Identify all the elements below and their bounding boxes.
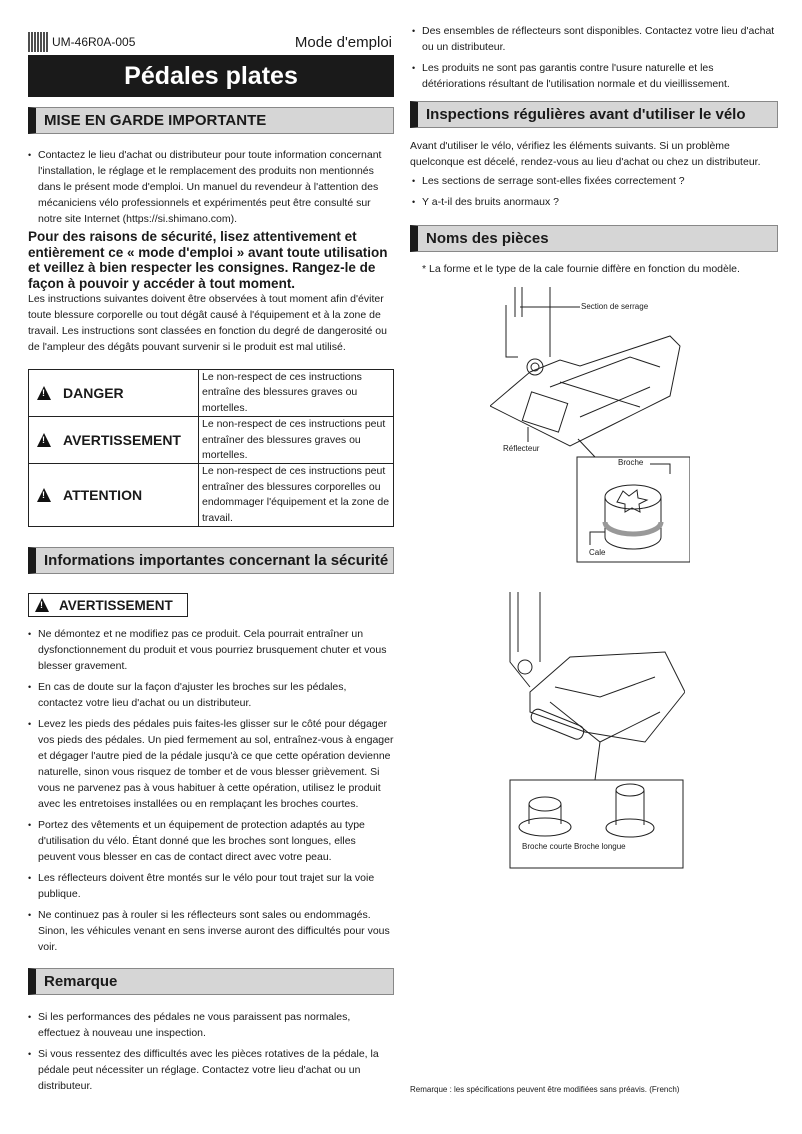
level-label: DANGER — [63, 385, 124, 402]
pedal-figure-pins — [410, 592, 778, 872]
remarque-list — [28, 1009, 394, 1099]
instructions-para: Les instructions suivantes doivent être observées à tout moment afin d'éviter toute blessure corporelle ou tout dégât causé à l'équipement et à la zone de travail. Les instructions sont classées en fonction du degré de dangerosité ou de l'ampleur des dégâts pouvant survenir si le produit est mal utilisé. — [28, 293, 387, 353]
warning-label-box — [28, 593, 188, 617]
list-item: • Levez les pieds des pédales puis faites-les glisser sur le côté pour dégager vos pieds des pédales. Un pied fermement au sol, entraînez-vous à engager et dégager l'autre pied de la pédale jusqu'à ce que cette opération devienne naturelle, sinon vous risquez de tomber et de vous blesser grièvement. Si vous ne parvenez pas à vous habituer à cette opération, utilisez le produit avec les entretoises installées ou en remplaçant les broches courtes. — [28, 716, 394, 812]
warning-triangle-icon — [37, 386, 51, 400]
pedal-diagram-pins — [500, 592, 685, 872]
right-column — [410, 23, 778, 872]
section-header-remarque: Remarque — [28, 968, 394, 995]
label-reflector: Réflecteur — [503, 444, 540, 453]
mise-en-garde-list — [28, 147, 394, 229]
hazard-levels-table — [28, 369, 394, 527]
level-desc: Le non-respect de ces instructions peut entraîner des blessures corporelles ou endommager l'équipement et la zone de travail. — [199, 464, 394, 527]
document-code: UM-46R0A-005 — [52, 35, 136, 49]
level-label: AVERTISSEMENT — [63, 432, 181, 449]
list-item: • Portez des vêtements et un équipement de protection adaptés au type d'utilisation du vélo. Étant donné que les broches sont longues, elles peuvent vous blesser en cas de contact direct avec votre peau. — [28, 817, 394, 865]
list-item: • Les produits ne sont pas garantis contre l'usure naturelle et les détériorations résultant de l'utilisation normale et du vieillissement. — [412, 60, 778, 92]
footer-note: Remarque : les spécifications peuvent être modifiées sans préavis. (French) — [410, 1085, 680, 1094]
warning-triangle-icon — [37, 488, 51, 502]
title-bar — [28, 55, 394, 97]
list-item: • Les réflecteurs doivent être montés sur le vélo pour tout trajet sur la voie publique. — [28, 870, 394, 902]
parts-note: * La forme et le type de la cale fournie diffère en fonction du modèle. — [422, 263, 740, 275]
label-pin: Broche — [618, 458, 644, 467]
inspections-list — [412, 173, 778, 215]
section-header-inspections: Inspections régulières avant d'utiliser le vélo — [410, 101, 778, 128]
top-row — [28, 31, 394, 53]
list-item: • Si vous ressentez des difficultés avec les pièces rotatives de la pédale, la pédale peut nécessiter un réglage. Contactez votre lieu d'achat ou un distributeur. — [28, 1046, 394, 1094]
page-title: Pédales plates — [124, 61, 298, 90]
list-item: • Des ensembles de réflecteurs sont disponibles. Contactez votre lieu d'achat ou un distributeur. — [412, 23, 778, 55]
list-item: • Ne démontez et ne modifiez pas ce produit. Cela pourrait entraîner un dysfonctionnement du produit et vous pourriez brusquement chuter et vous blesser gravement. — [28, 626, 394, 674]
safety-list — [28, 626, 394, 960]
warning-triangle-icon — [37, 433, 51, 447]
level-desc: Le non-respect de ces instructions peut entraîner des blessures graves ou mortelles. — [199, 417, 394, 464]
left-column — [28, 31, 394, 1099]
safety-bold-notice: Pour des raisons de sécurité, lisez attentivement et entièrement ce « mode d'emploi » avant toute utilisation et veillez à bien respecter les consignes. Rangez-le de façon à pouvoir y accéder à tout moment. — [28, 229, 388, 291]
list-item: • Les sections de serrage sont-elles fixées correctement ? — [412, 173, 778, 189]
right-top-list — [412, 23, 778, 97]
inspections-para: Avant d'utiliser le vélo, vérifiez les éléments suivants. Si un problème quelconque est décelé, rendez-vous au lieu d'achat ou chez un distributeur. — [410, 140, 761, 168]
warning-label: AVERTISSEMENT — [59, 597, 173, 613]
section-header-securite: Informations importantes concernant la sécurité — [28, 547, 394, 574]
list-item: • En cas de doute sur la façon d'ajuster les broches sur les pédales, contactez votre lieu d'achat ou un distributeur. — [28, 679, 394, 711]
list-item: • Y a-t-il des bruits anormaux ? — [412, 194, 778, 210]
qr-code — [28, 32, 48, 52]
warning-triangle-icon — [35, 598, 49, 612]
pedal-figure-parts — [410, 287, 778, 567]
list-item: • Ne continuez pas à rouler si les réflecteurs sont sales ou endommagés. Sinon, les véhicules venant en sens inverse auront des difficultés pour vous voir. — [28, 907, 394, 955]
list-item: • Si les performances des pédales ne vous paraissent pas normales, effectuez à nouveau une inspection. — [28, 1009, 394, 1041]
label-spacer: Cale — [589, 548, 606, 557]
label-clamp: Section de serrage — [581, 302, 649, 311]
section-header-mise-en-garde: MISE EN GARDE IMPORTANTE — [28, 107, 394, 134]
pedal-diagram-parts — [490, 287, 690, 567]
level-desc: Le non-respect de ces instructions entraîne des blessures graves ou mortelles. — [199, 370, 394, 417]
level-label: ATTENTION — [63, 487, 143, 504]
doc-type: Mode d'emploi — [294, 33, 392, 51]
label-pins: Broche courte Broche longue — [522, 842, 626, 851]
list-item: • Contactez le lieu d'achat ou distributeur pour toute information concernant l'installation, le réglage et le remplacement des produits non mentionnés dans le présent mode d'emploi. Un manuel du revendeur à l'attention des mécaniciens vélo professionnels et expérimentés peut être consulté sur notre site Internet (https://si.shimano.com). — [28, 147, 394, 227]
section-header-noms-pieces: Noms des pièces — [410, 225, 778, 252]
